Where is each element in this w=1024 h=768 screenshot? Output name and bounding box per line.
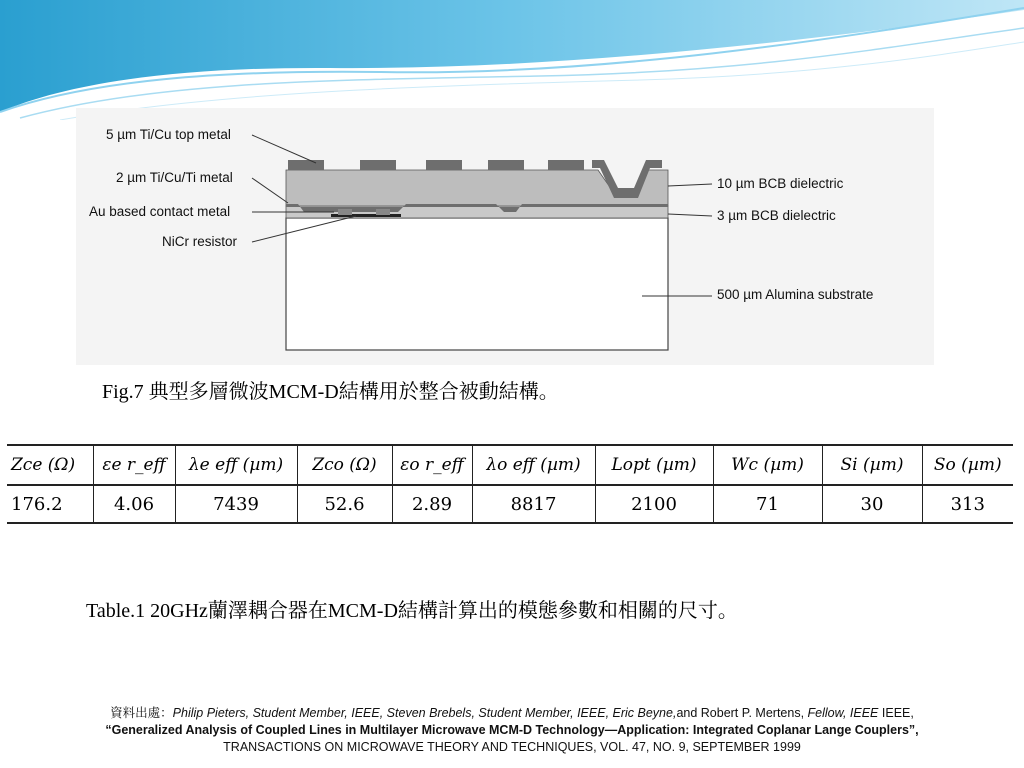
top-metal-3 — [426, 160, 462, 170]
top-metal-4 — [488, 160, 524, 170]
top-metal-1 — [288, 160, 324, 170]
label-mid-metal: 2 µm Ti/Cu/Ti metal — [116, 170, 233, 185]
table-header-cell: λo eff (µm) — [472, 445, 595, 485]
contact-metal-2 — [376, 209, 390, 215]
label-top-metal: 5 µm Ti/Cu top metal — [106, 127, 231, 142]
citation-org: IEEE, — [878, 706, 914, 720]
table-cell: 2100 — [595, 485, 713, 523]
table-cell: 176.2 — [11, 493, 63, 515]
table-row — [7, 485, 1013, 523]
parameter-table-container — [7, 444, 1015, 530]
table-cell: 8817 — [472, 485, 595, 523]
citation-prefix: 資料出處： — [110, 706, 173, 720]
label-contact-metal: Au based contact metal — [89, 204, 231, 219]
label-alumina-substrate: 500 µm Alumina substrate — [717, 287, 874, 302]
table-cell: 7439 — [175, 485, 297, 523]
parameter-table — [7, 444, 1013, 524]
contact-metal-1 — [338, 209, 352, 215]
citation-title: “Generalized Analysis of Coupled Lines in Multilayer Microwave MCM-D Technology—Application: Integrated Coplanar Lange Couplers”, — [105, 723, 919, 737]
citation-role-3: Fellow, IEEE — [807, 706, 879, 720]
top-metal-2 — [360, 160, 396, 170]
table-cell: 313 — [922, 485, 1013, 523]
label-nicr-resistor: NiCr resistor — [162, 234, 238, 249]
citation-role-2: Student Member, IEEE — [478, 706, 606, 720]
table-cell: 71 — [713, 485, 822, 523]
table-header-row — [7, 445, 1013, 485]
table-header-cell: Zco (Ω) — [297, 445, 392, 485]
label-bcb-3um: 3 µm BCB dielectric — [717, 208, 836, 223]
table-caption: Table.1 20GHz蘭澤耦合器在MCM-D結構計算出的模態參數和相關的尺寸。 — [86, 600, 738, 622]
table-header-cell: Lopt (µm) — [595, 445, 713, 485]
table-cell: 52.6 — [297, 485, 392, 523]
top-metal-5 — [548, 160, 584, 170]
source-citation — [0, 705, 1024, 756]
label-bcb-10um: 10 µm BCB dielectric — [717, 176, 844, 191]
citation-author-2: , Steven Brebels, — [379, 706, 479, 720]
figure-caption: Fig.7 典型多層微波MCM-D結構用於整合被動結構。 — [102, 381, 559, 403]
citation-journal: TRANSACTIONS ON MICROWAVE THEORY AND TECHNIQUES, VOL. 47, NO. 9, SEPTEMBER 1999 — [223, 740, 801, 754]
table-cell: 2.89 — [392, 485, 472, 523]
citation-sep: , — [245, 706, 253, 720]
table-header-cell: Wc (µm) — [713, 445, 822, 485]
citation-author-4: and Robert P. Mertens, — [676, 706, 808, 720]
table-header-cell: λe eff (µm) — [175, 445, 297, 485]
table-header-cell: So (µm) — [922, 445, 1013, 485]
citation-role-1: Student Member, IEEE — [252, 706, 380, 720]
header-wave-banner — [0, 0, 1024, 120]
citation-author-1: Philip Pieters — [172, 706, 246, 720]
table-header-cell: Zce (Ω) — [11, 455, 76, 475]
citation-author-3: , Eric Beyne, — [605, 706, 677, 720]
cross-section-figure — [76, 108, 934, 365]
table-header-cell: εe r_eff — [93, 445, 175, 485]
table-cell: 4.06 — [93, 485, 175, 523]
table-header-cell: εo r_eff — [392, 445, 472, 485]
table-header-cell: Si (µm) — [822, 445, 922, 485]
alumina-substrate — [286, 218, 668, 350]
table-cell: 30 — [822, 485, 922, 523]
citation-authors — [0, 705, 1024, 722]
